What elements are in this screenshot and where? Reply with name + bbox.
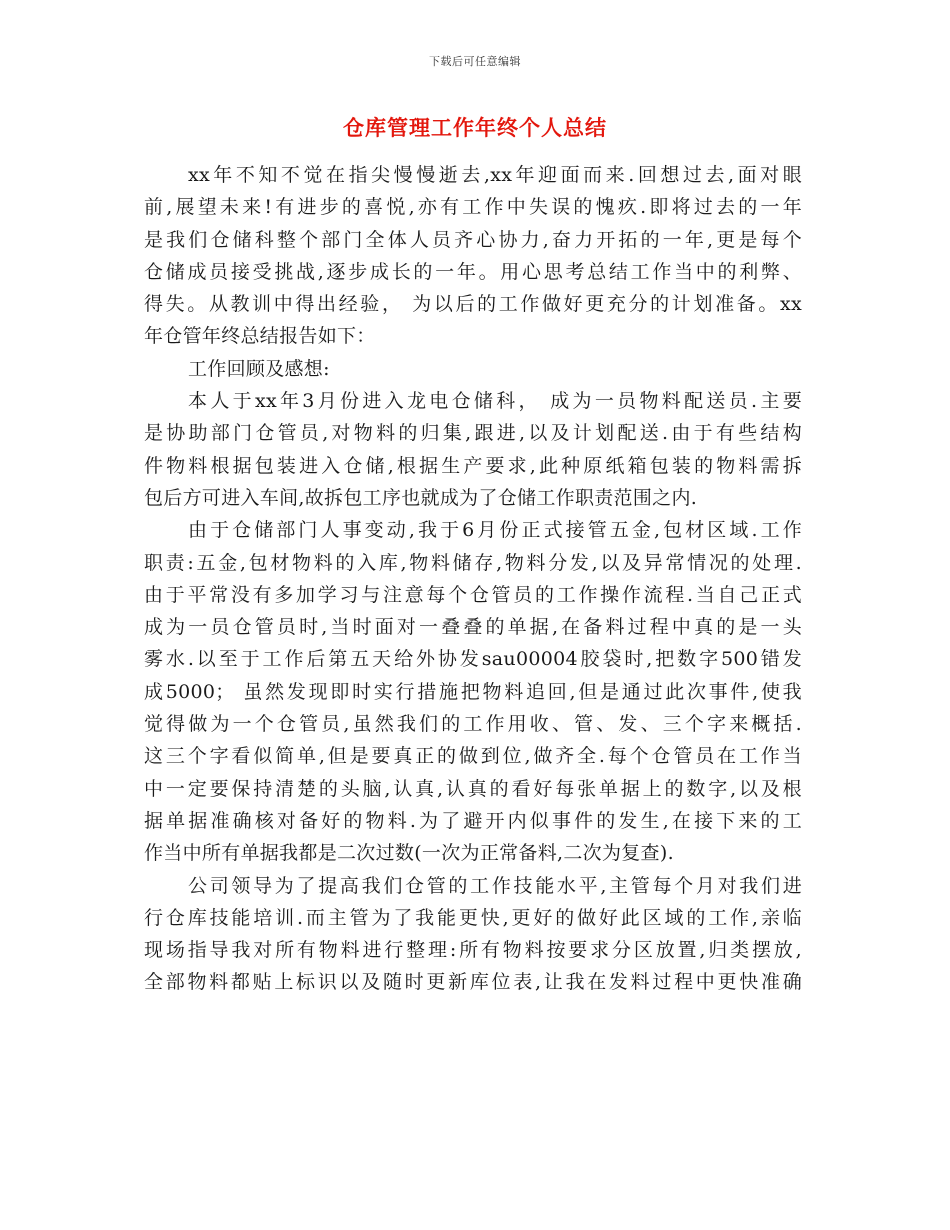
document-body [144,159,802,999]
paragraph-line: 由于平常没有多加学习与注意每个仓管员的工作操作流程.当自己正式 [144,583,802,606]
paragraph-line: 成为一员仓管员时,当时面对一叠叠的单据,在备料过程中真的是一头 [144,616,802,639]
paragraph-line: 前,展望未来!有进步的喜悦,亦有工作中失误的愧疚.即将过去的一年 [144,196,802,219]
paragraph-line: 据单据准确核对备好的物料.为了避开内似事件的发生,在接下来的工 [144,809,802,832]
paragraph-line: 这三个字看似简单,但是要真正的做到位,做齐全.每个仓管员在工作当 [144,745,802,768]
paragraph-line: 作当中所有单据我都是二次过数(一次为正常备料,二次为复查). [144,842,674,865]
paragraph-line: 由于仓储部门人事变动,我于6月份正式接管五金,包材区域.工作 [188,519,802,542]
paragraph-line: 工作回顾及感想: [188,357,330,380]
paragraph-line: 得失。从教训中得出经验， 为以后的工作做好更充分的计划准备。xx [144,293,802,316]
paragraph-line: 仓储成员接受挑战,逐步成长的一年。用心思考总结工作当中的利弊、 [144,260,802,283]
paragraph-line: 是协助部门仓管员,对物料的归集,跟进,以及计划配送.由于有些结构 [144,422,802,445]
document-title: 仓库管理工作年终个人总结 [343,116,607,140]
paragraph-line: 觉得做为一个仓管员,虽然我们的工作用收、管、发、三个字来概括. [144,713,802,736]
paragraph-line: 是我们仓储科整个部门全体人员齐心协力,奋力开拓的一年,更是每个 [144,228,802,251]
paragraph-line: 现场指导我对所有物料进行整理:所有物料按要求分区放置,归类摆放, [144,939,802,962]
paragraph-line: 包后方可进入车间,故拆包工序也就成为了仓储工作职责范围之内. [144,486,698,509]
paragraph-line: 全部物料都贴上标识以及随时更新库位表,让我在发料过程中更快准确 [144,971,802,994]
paragraph-line: 雾水.以至于工作后第五天给外协发sau00004胶袋时,把数字500错发 [144,648,802,671]
paragraph-line: 件物料根据包装进入仓储,根据生产要求,此种原纸箱包装的物料需拆 [144,454,802,477]
paragraph-line: 行仓库技能培训.而主管为了我能更快,更好的做好此区域的工作,亲临 [144,906,802,929]
paragraph-line: 本人于xx年3月份进入龙电仓储科， 成为一员物料配送员.主要 [188,390,802,413]
paragraph-line: 成5000； 虽然发现即时实行措施把物料追回,但是通过此次事件,使我 [144,680,802,703]
paragraph-line: xx年不知不觉在指尖慢慢逝去,xx年迎面而来.回想过去,面对眼 [188,164,802,186]
paragraph-line: 中一定要保持清楚的头脑,认真,认真的看好每张单据上的数字,以及根 [144,777,802,800]
paragraph-line: 职责:五金,包材物料的入库,物料储存,物料分发,以及异常情况的处理. [144,551,802,574]
paragraph-line: 公司领导为了提高我们仓管的工作技能水平,主管每个月对我们进 [188,874,802,897]
paragraph-line: 年仓管年终总结报告如下： [144,325,376,348]
header-note: 下载后可任意编辑 [429,55,521,68]
